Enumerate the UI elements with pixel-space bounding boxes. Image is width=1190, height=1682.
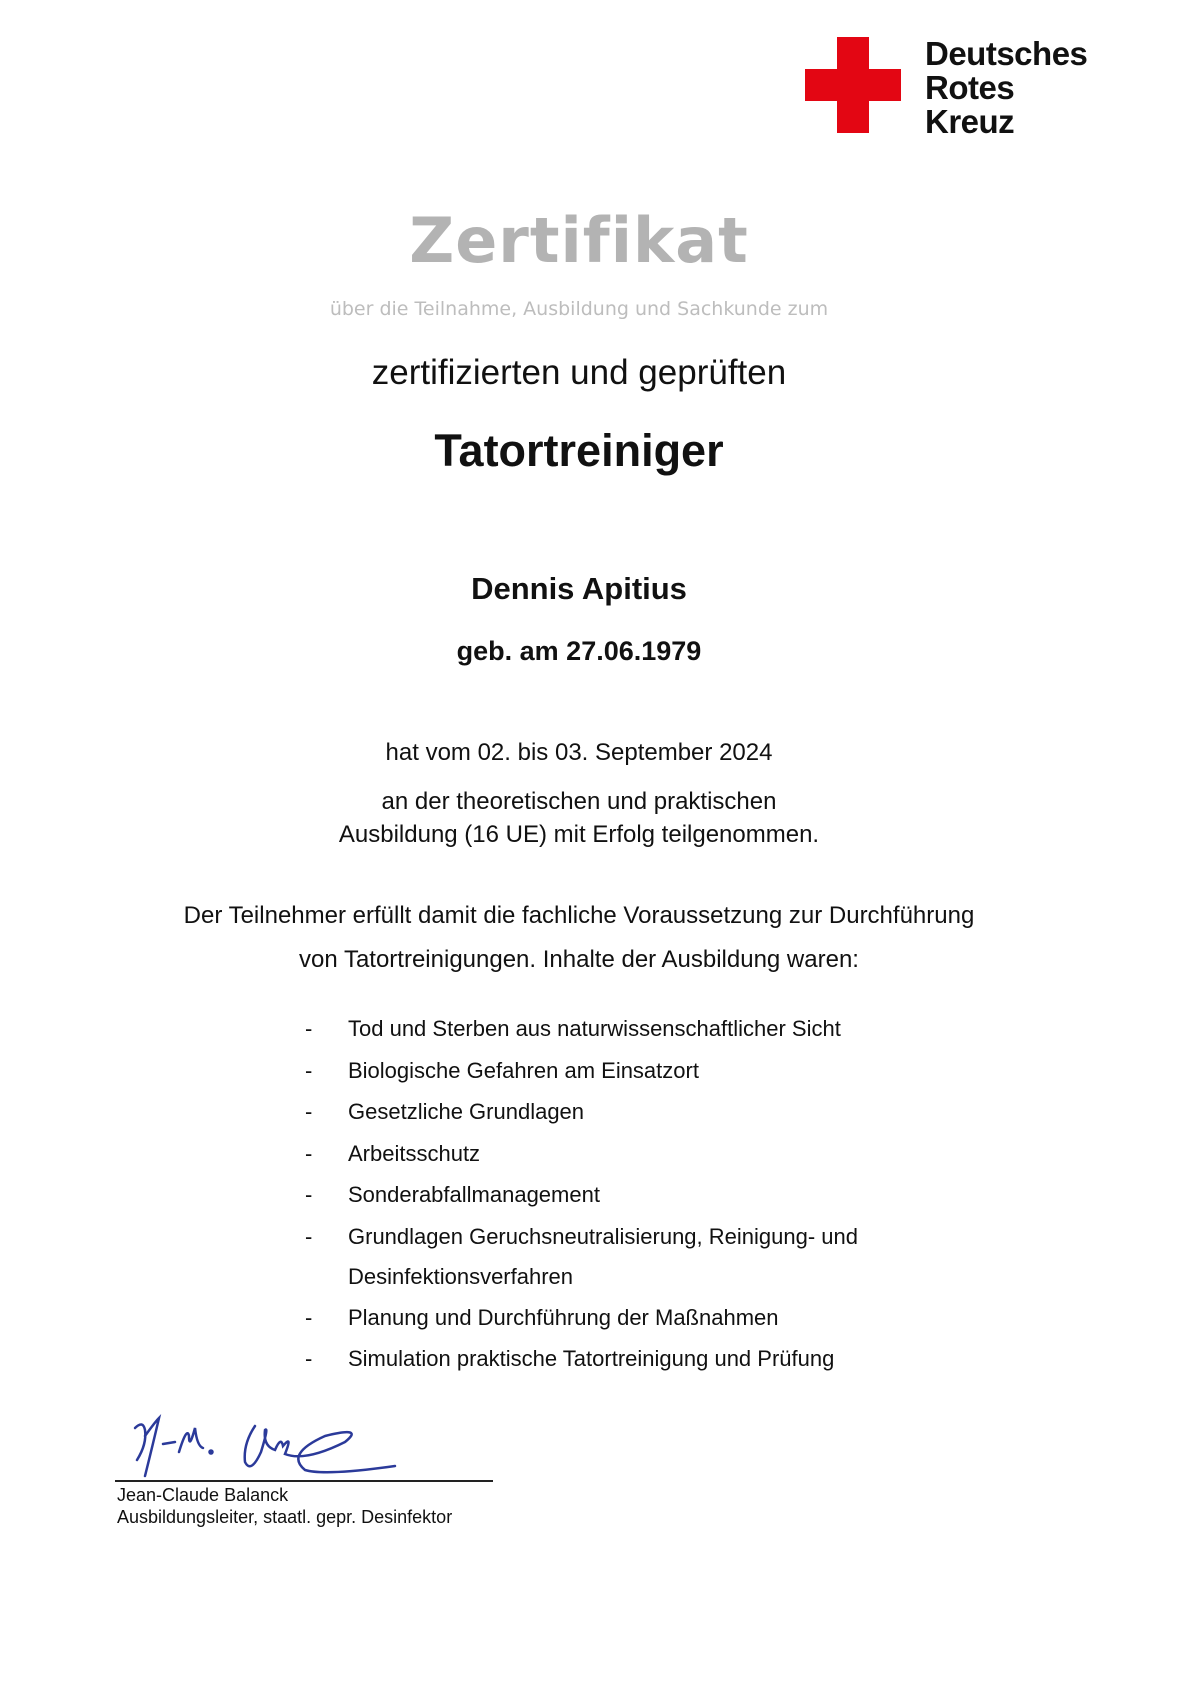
- list-item-text: Arbeitsschutz: [348, 1140, 481, 1166]
- signatory-role: Ausbildungsleiter, staatl. gepr. Desinfektor: [117, 1507, 453, 1527]
- qualification-line: zertifizierten und geprüften: [371, 353, 787, 392]
- list-dash: -: [305, 1016, 313, 1041]
- list-item: [305, 1224, 908, 1297]
- signatory-name: Jean-Claude Balanck: [117, 1485, 289, 1505]
- list-item-text: Grundlagen Geruchsneutralisierung, Reinigung- und Desinfektionsverfahren: [348, 1223, 858, 1289]
- list-dash: -: [305, 1223, 313, 1249]
- list-item: [305, 1346, 908, 1372]
- list-item-text: Sonderabfallmanagement: [348, 1182, 600, 1207]
- list-item: [305, 1141, 908, 1167]
- drk-logo: [805, 35, 1135, 140]
- logo-line-2: Rotes: [925, 69, 1015, 106]
- certificate-subtitle: über die Teilnahme, Ausbildung und Sachkunde zum: [329, 298, 829, 320]
- list-dash: -: [305, 1182, 313, 1207]
- list-dash: -: [305, 1304, 313, 1330]
- list-item: [305, 1182, 908, 1208]
- list-item-text: Tod und Sterben aus naturwissenschaftlicher Sicht: [348, 1016, 841, 1041]
- list-dash: -: [305, 1099, 313, 1124]
- list-dash: -: [305, 1057, 313, 1083]
- list-item: [305, 1058, 908, 1084]
- body-line-2: an der theoretischen und praktischen: [381, 788, 777, 815]
- list-item: [305, 1016, 908, 1042]
- list-item-text: Planung und Durchführung der Maßnahmen: [348, 1304, 779, 1330]
- certificate-title: Zertifikat: [409, 204, 749, 277]
- list-item-text: Biologische Gefahren am Einsatzort: [348, 1057, 699, 1083]
- list-dash: -: [305, 1346, 313, 1371]
- red-cross-icon: [805, 37, 901, 133]
- handwritten-signature: [125, 1410, 425, 1480]
- participant-name: Dennis Apitius: [471, 571, 687, 606]
- list-item-text: Gesetzliche Grundlagen: [348, 1099, 585, 1124]
- logo-text: [925, 37, 1087, 139]
- qualification: Tatortreiniger: [434, 425, 724, 476]
- logo-line-1: Deutsches: [925, 35, 1088, 72]
- training-period: hat vom 02. bis 03. September 2024: [385, 739, 773, 766]
- body-line-5: von Tatortreinigungen. Inhalte der Ausbildung waren:: [299, 946, 859, 973]
- list-item-text: Simulation praktische Tatortreinigung und Prüfung: [348, 1346, 835, 1371]
- list-item: [305, 1305, 908, 1331]
- logo-line-3: Kreuz: [925, 103, 1015, 140]
- body-line-3: Ausbildung (16 UE) mit Erfolg teilgenommen.: [338, 821, 820, 848]
- certificate-body: [0, 205, 1158, 974]
- list-dash: -: [305, 1140, 313, 1166]
- signature-block: [115, 1410, 515, 1540]
- participant-birth: geb. am 27.06.1979: [456, 636, 702, 666]
- signature-line: [115, 1480, 493, 1482]
- signatory: [117, 1484, 452, 1528]
- contents-list: [305, 1016, 908, 1388]
- body-line-4: Der Teilnehmer erfüllt damit die fachliche Voraussetzung zur Durchführung: [183, 902, 975, 929]
- list-item: [305, 1099, 908, 1125]
